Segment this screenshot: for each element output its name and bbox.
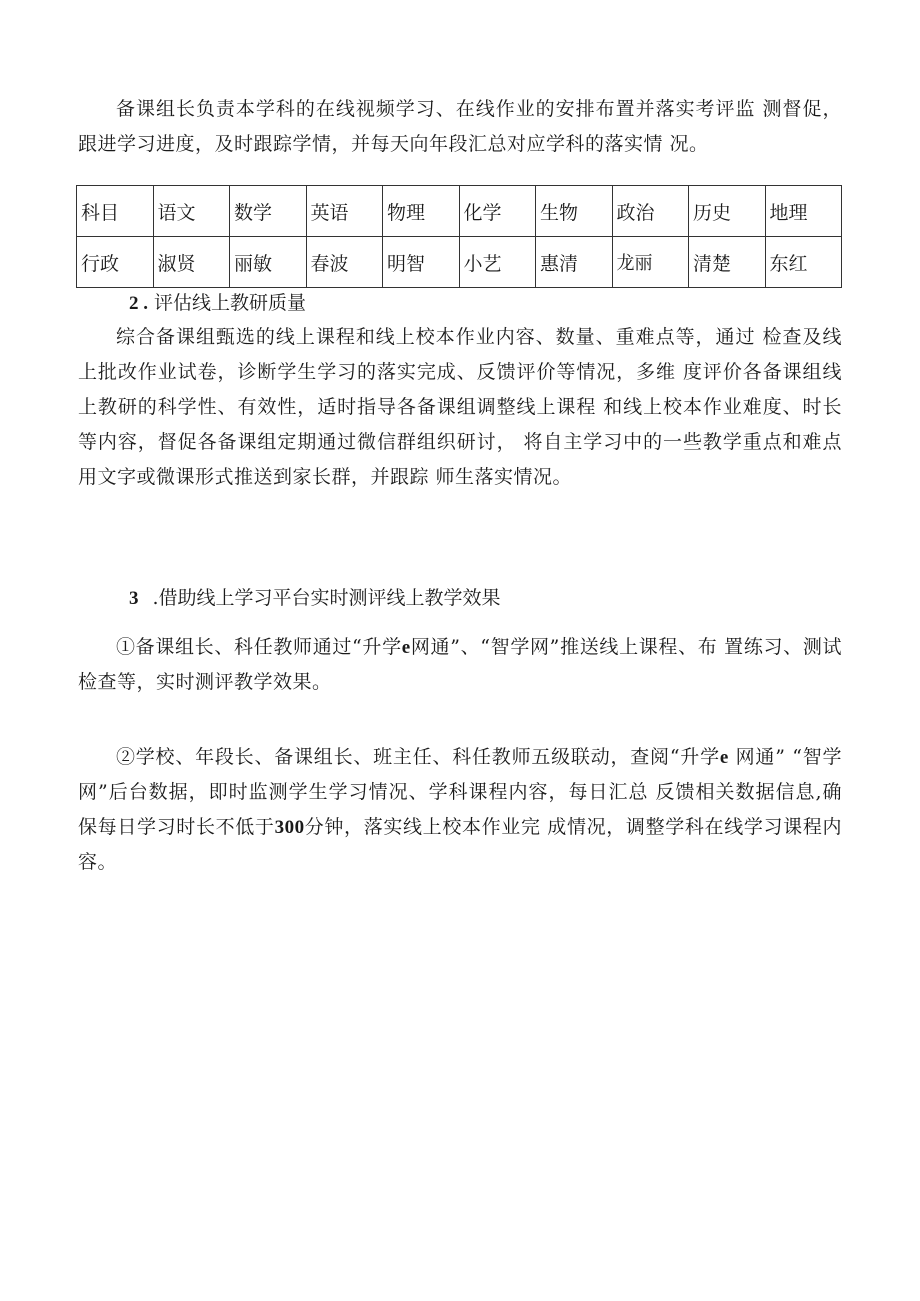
section-title: .借助线上学习平台实时测评线上教学效果 xyxy=(152,587,501,609)
table-cell: 惠清 xyxy=(536,237,613,288)
table-cell: 行政 xyxy=(77,237,154,288)
table-cell: 明智 xyxy=(383,237,460,288)
text-run: 分钟，落实线上校本作业完 成情况，调整学科在线学习课程内容。 xyxy=(78,816,842,873)
table-cell: 历史 xyxy=(689,186,766,237)
table-cell: 清楚 xyxy=(689,237,766,288)
text-run: 网通”、“智学网”推送线上课程、布 置练习、测试检查等，实时测评教学效果。 xyxy=(78,636,842,693)
text-run: ①备课组长、科任教师通过“升学 xyxy=(116,636,402,658)
section-number: 3 xyxy=(129,588,139,609)
section-3-item-2 xyxy=(78,740,842,880)
text-run: ②学校、年段长、备课组长、班主任、科任教师五级联动，查阅“升学 xyxy=(116,746,720,768)
table-cell: 淑贤 xyxy=(153,237,230,288)
section-2-heading xyxy=(129,290,306,317)
section-3-heading xyxy=(129,585,501,612)
table-cell: 生物 xyxy=(536,186,613,237)
table-cell: 数学 xyxy=(230,186,307,237)
text-run: 网通” “智学网”后台数据，即时监测学生学习情况、学科课程内容，每日汇总 反馈相关数据信息,确保每日学习时长不低于 xyxy=(78,746,842,838)
table-cell: 政治 xyxy=(612,186,689,237)
text-run-bold: e xyxy=(719,747,729,768)
table-cell: 龙丽 xyxy=(612,237,689,288)
text-run-bold: 300 xyxy=(274,817,305,838)
table-cell: 科目 xyxy=(77,186,154,237)
table-cell: 英语 xyxy=(306,186,383,237)
section-3-item-1 xyxy=(78,630,842,700)
subject-staff-table xyxy=(76,185,842,288)
section-number: 2 . xyxy=(129,293,148,314)
table-cell: 语文 xyxy=(153,186,230,237)
paragraph-lesson-prep-duties: 备课组长负责本学科的在线视频学习、在线作业的安排布置并落实考评监 测督促，跟进学习进度，及时跟踪学情，并每天向年段汇总对应学科的落实情 况。 xyxy=(78,98,842,155)
table-cell: 化学 xyxy=(459,186,536,237)
table-cell: 丽敏 xyxy=(230,237,307,288)
table-row-subjects xyxy=(77,186,842,237)
table-row-staff xyxy=(77,237,842,288)
table-cell: 物理 xyxy=(383,186,460,237)
table-cell: 春波 xyxy=(306,237,383,288)
table-cell: 东红 xyxy=(765,237,842,288)
section-2-body: 综合备课组甄选的线上课程和线上校本作业内容、数量、重难点等，通过 检查及线上批改作业试卷，诊断学生学习的落实完成、反馈评价等情况，多维 度评价各备课组线上教研的科学性、有效性，适时指导各备课组调整线上课程 和线上校本作业难度、时长等内容，督促各备课组定期通过微信群组织研讨， 将自主学习中的一些教学重点和难点用文字或微课形式推送到家长群，并跟踪 师生落实情况。 xyxy=(78,326,842,488)
table-cell: 地理 xyxy=(765,186,842,237)
section-title: 评估线上教研质量 xyxy=(154,292,307,314)
text-run-bold: e xyxy=(401,637,411,658)
table-cell: 小艺 xyxy=(459,237,536,288)
